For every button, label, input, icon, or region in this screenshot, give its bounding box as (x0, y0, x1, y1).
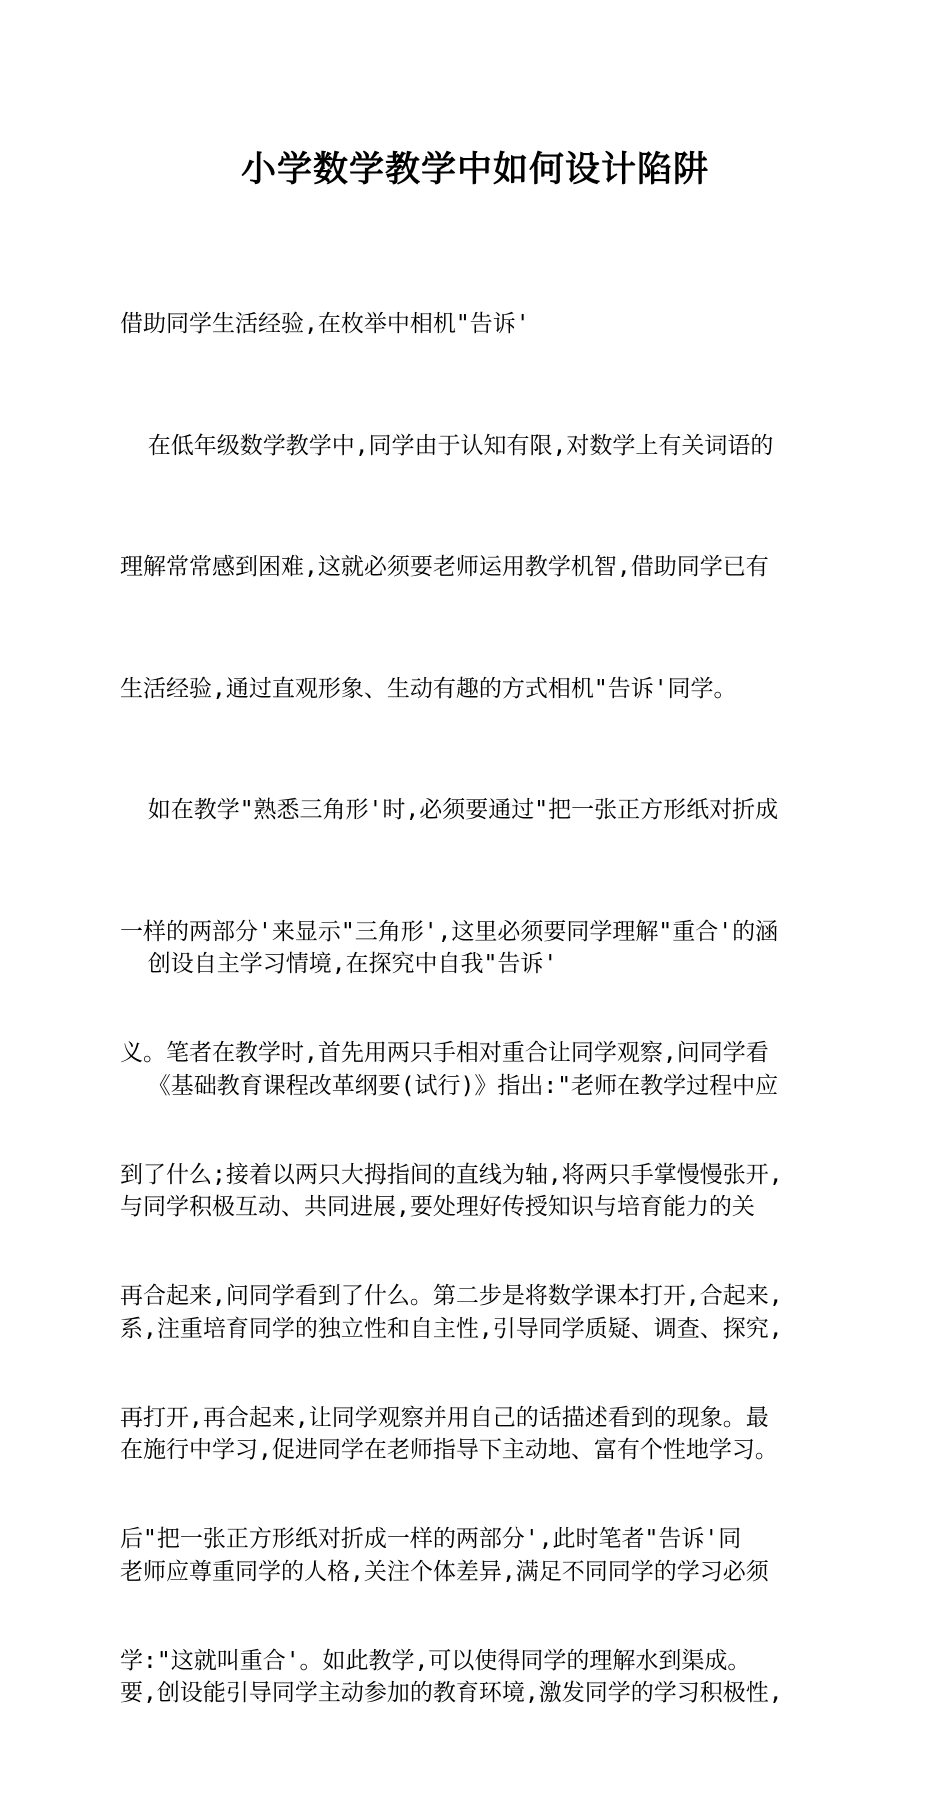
paragraph-line: 理解常常感到困难,这就必须要老师运用教学机智,借助同学已有 (120, 554, 769, 580)
section-1-heading: 借助同学生活经验,在枚举中相机"告诉' (120, 311, 530, 337)
paragraph-line: 《基础教育课程改革纲要(试行)》指出:"老师在教学过程中应 (120, 1072, 779, 1099)
section-2 (120, 863, 840, 1795)
paragraph-line: 要,创设能引导同学主动参加的教育环境,激发同学的学习积极性, (120, 1680, 783, 1706)
paragraph-line: 在低年级数学教学中,同学由于认知有限,对数学上有关词语的 (120, 432, 774, 459)
paragraph-line: 老师应尊重同学的人格,关注个体差异,满足不同同学的学习必须 (120, 1558, 769, 1585)
paragraph-line: 系,注重培育同学的独立性和自主性,引导同学质疑、调查、探究, (120, 1315, 783, 1342)
paragraph-line: 到了什么;接着以两只大拇指间的直线为轴,将两只手掌慢慢张开, (120, 1161, 783, 1188)
paragraph-line: 再打开,再合起来,让同学观察并用自己的话描述看到的现象。最 (120, 1404, 769, 1431)
paragraph-line: 生活经验,通过直观形象、生动有趣的方式相机"告诉'同学。 (120, 675, 737, 702)
paragraph-line: 再合起来,问同学看到了什么。第二步是将数学课本打开,合起来, (120, 1283, 783, 1309)
paragraph-line: 义。笔者在教学时,首先用两只手相对重合让同学观察,问同学看 (120, 1040, 769, 1066)
paragraph-line: 学:"这就叫重合'。如此教学,可以使得同学的理解水到渠成。 (120, 1647, 751, 1674)
paragraph-line: 后"把一张正方形纸对折成一样的两部分',此时笔者"告诉'同 (120, 1526, 742, 1552)
paragraph-line: 在施行中学习,促进同学在老师指导下主动地、富有个性地学习。 (120, 1437, 778, 1463)
paragraph-line: 与同学积极互动、共同进展,要处理好传授知识与培育能力的关 (120, 1194, 755, 1220)
section-2-heading: 创设自主学习情境,在探究中自我"告诉' (120, 951, 558, 977)
paragraph-line: 一样的两部分'来显示"三角形',这里必须要同学理解"重合'的涵 (120, 918, 779, 945)
document-title: 小学数学教学中如何设计陷阱 (240, 149, 709, 190)
paragraph-line: 如在教学"熟悉三角形'时,必须要通过"把一张正方形纸对折成 (120, 797, 779, 823)
